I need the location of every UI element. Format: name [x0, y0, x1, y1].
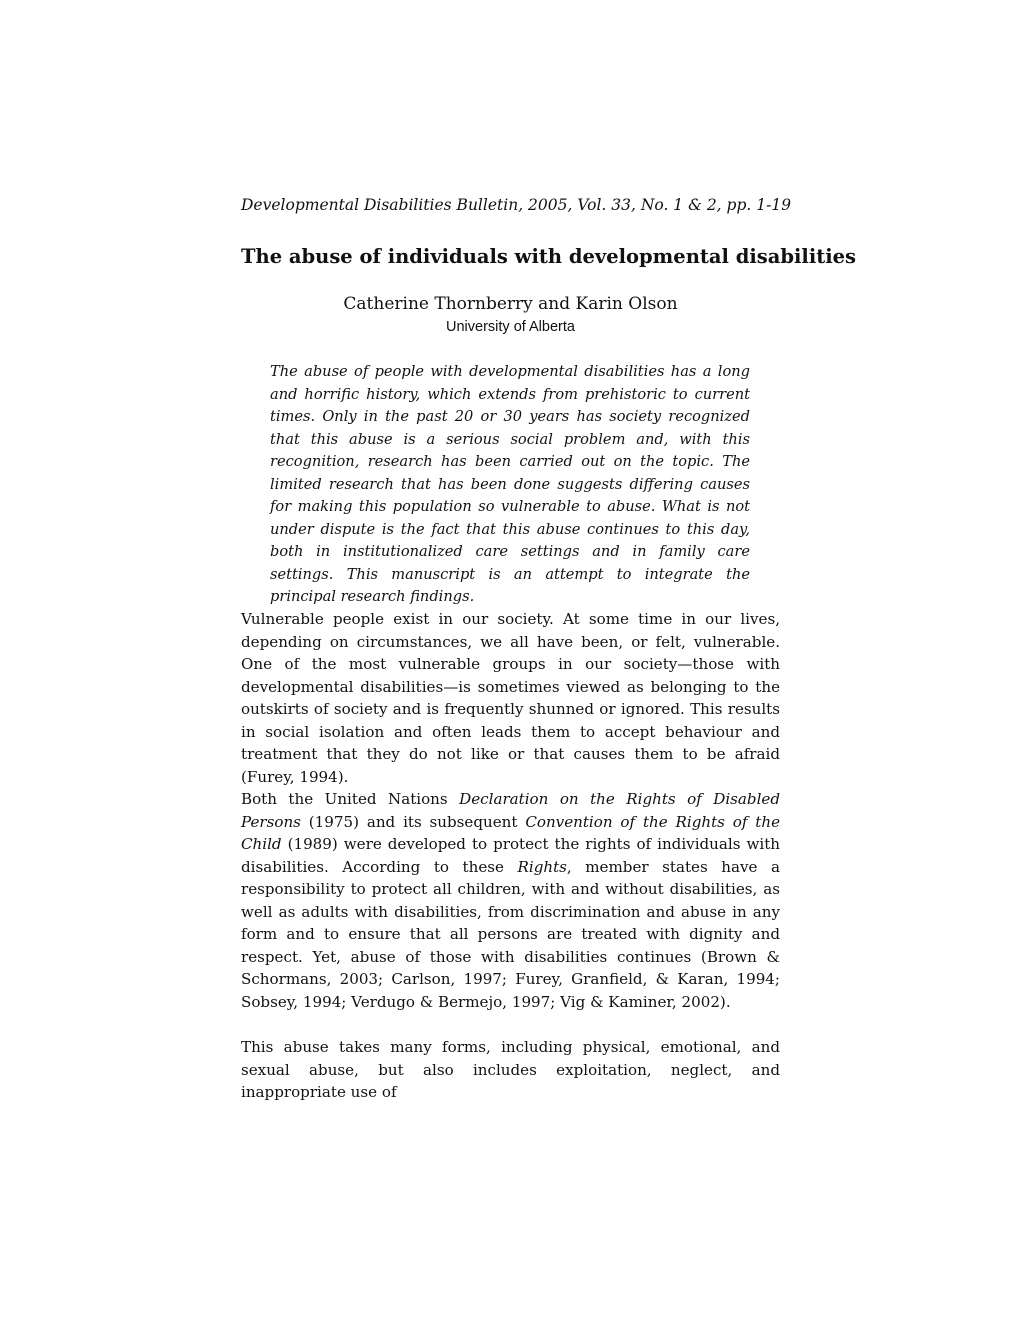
body-paragraph-1: Vulnerable people exist in our society. At some time in our lives, depending on circumstances, we all have been, or felt, vulnerable. One of the most vulnerable groups in our society—those with developmental disabilities—is sometimes viewed as belonging to the outskirts of society and is frequently shunned or ignored. This results in social isolation and often leads them to accept behaviour and treatment that they do not like or that causes them to be afraid (Furey, 1994). [241, 610, 780, 786]
body-paragraph-2 [241, 788, 780, 1013]
declaration-title: Declaration on the Rights of Disabled Persons [241, 790, 781, 831]
rights-term: Rights [517, 857, 567, 876]
article-authors: Catherine Thornberry and Karin Olson [343, 294, 678, 314]
article-title: The abuse of individuals with developmental disabilities [241, 245, 857, 268]
author-affiliation: University of Alberta [446, 319, 575, 335]
paragraph-text: Both the United Nations [241, 790, 460, 808]
journal-citation: Developmental Disabilities Bulletin, 2005, Vol. 33, No. 1 & 2, pp. 1-19 [241, 196, 792, 214]
convention-title: Convention of the Rights of the Child [241, 812, 781, 853]
paragraph-text: , member states have a responsibility to protect all children, with and without disabilities, as well as adults with disabilities, from discrimination and abuse in any form and to ensure that all persons are treated with dignity and respect. Yet, abuse of those with disabilities continues (Brown & Schormans, 2003; Carlson, 1997; Furey, Granfield, & Karan, 1994; Sobsey, 1994; Verdugo & Bermejo, 1997; Vig & Kaminer, 2002). [241, 857, 780, 1011]
abstract-text: The abuse of people with developmental disabilities has a long and horrific history, which extends from prehistoric to current times. Only in the past 20 or 30 years has society recognized that this abuse is a serious social problem and, with this recognition, research has been carried out on the topic. The limited research that has been done suggests differing causes for making this population so vulnerable to abuse. What is not under dispute is the fact that this abuse continues to this day, both in institutionalized care settings and in family care settings. This manuscript is an attempt to integrate the principal research findings. [270, 363, 750, 605]
paragraph-text: (1975) and its subsequent [300, 812, 526, 831]
paragraph-text: (1989) were developed to protect the rights of individuals with disabilities. According to these [241, 835, 780, 876]
body-paragraph-3: This abuse takes many forms, including physical, emotional, and sexual abuse, but also includes exploitation, neglect, and inappropriate use of [241, 1038, 780, 1101]
